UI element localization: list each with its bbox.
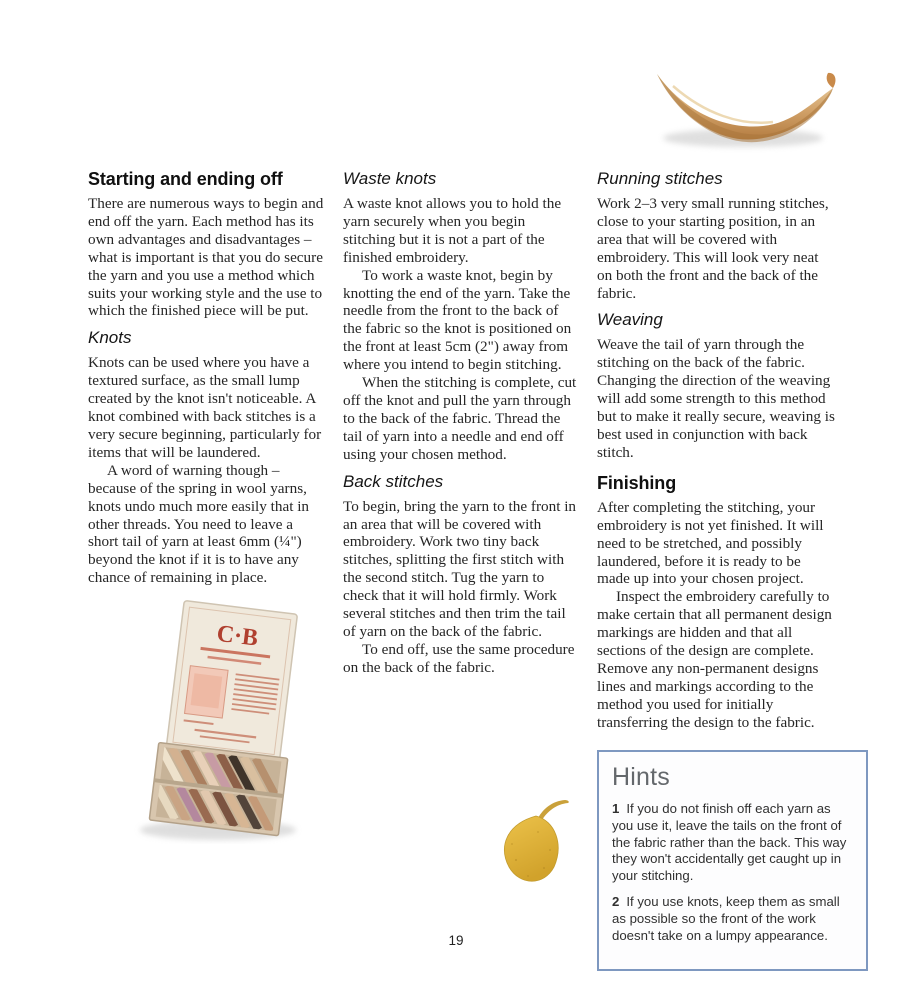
paragraph: To work a waste knot, begin by knotting the end of the yarn. Take the needle from the front to the back of the fabric so the knot is positioned on the front at least 5cm (2") away from where you intend to begin stitching. <box>343 266 572 374</box>
subheading-knots: Knots <box>88 328 132 348</box>
section-heading-finishing: Finishing <box>597 472 677 493</box>
subheading-waste-knots: Waste knots <box>343 169 437 188</box>
hint-number: 1 <box>612 801 620 816</box>
yellow-leaf-photo <box>480 788 585 892</box>
paragraph: Work 2–3 very small running stitches, close to your starting position, in an area that will be covered with embroidery. This will look very neat on both the front and the back of the fabric. <box>597 195 829 302</box>
subheading-running-stitches: Running stitches <box>597 169 723 188</box>
column-left <box>88 168 324 587</box>
paragraph: To begin, bring the yarn to the front in an area that will be covered with embroidery. Work two tiny back stitches, splitting the first stitch with the second stitch. Tug the yarn to check that it will hold firmly. Work several stitches and then trim the tail of yarn on the back of the fabric. <box>343 497 577 640</box>
page-number: 19 <box>448 933 464 948</box>
lid-card-art-inner <box>191 673 223 708</box>
paragraph: After completing the stitching, your embroidery is not yet finished. It will need to be stretched, and possibly laundered, before it is ready to be made up into your chosen project. <box>597 498 824 588</box>
paragraph: To end off, use the same procedure on the back of the fabric. <box>343 640 575 676</box>
paragraph: A waste knot allows you to hold the yarn securely when you begin stitching but it is not a part of the finished embroidery. <box>343 195 562 266</box>
husk-highlight <box>673 86 773 123</box>
thread-box-photo <box>126 600 318 844</box>
leaf-stem <box>538 800 569 820</box>
paragraph: Weave the tail of yarn through the stitching on the back of the fabric. Changing the direction of the weaving will add some strength to this method but to make it really secure, weaving is best used in conjunction with back stitch. <box>597 336 835 461</box>
hint-text: If you use knots, keep them as small as possible so the front of the work doesn't take on a lumpy appearance. <box>612 893 840 943</box>
paragraph: A word of warning though – because of the spring in wool yarns, knots undo much more easily that in other threads. You need to leave a short tail of yarn at least 6mm (¼") beyond the knot if it is to have any chance of remaining in place. <box>88 461 310 587</box>
paragraph: Inspect the embroidery carefully to make certain that all permanent design markings are hidden and that all sections of the design are complete. Remove any non-permanent designs lines and markings according to the method you used for initially transferring the design to the fabric. <box>597 588 832 731</box>
brand-lettering: C·B <box>215 620 260 652</box>
thread-box <box>148 600 305 836</box>
leaf-body <box>504 816 558 881</box>
subheading-back-stitches: Back stitches <box>343 471 444 491</box>
husk-tip <box>827 73 836 88</box>
hints-title: Hints <box>612 763 670 791</box>
paragraph: When the stitching is complete, cut off the knot and pull the yarn through to the back of the fabric. Thread the tail of yarn into a needle and end off using your chosen method. <box>343 374 577 463</box>
dried-husk-photo <box>645 52 845 157</box>
paragraph: There are numerous ways to begin and end off the yarn. Each method has its own advantages and disadvantages – what is important is that you do secure the yarn and you use a method which suits your working style and the use to which the finished piece will be put. <box>88 195 324 320</box>
hint-item <box>612 801 852 885</box>
subheading-weaving: Weaving <box>597 310 663 330</box>
paragraph: Knots can be used where you have a textured surface, as the small lump created by the knot isn't noticeable. A knot combined with back stitches is a very secure beginning, particularly for items that will be laundered. <box>88 354 322 461</box>
section-heading-starting: Starting and ending off <box>88 169 283 189</box>
column-right <box>597 168 837 732</box>
hint-number: 2 <box>612 893 620 909</box>
column-middle <box>343 168 579 677</box>
hint-text: If you do not finish off each yarn as you use it, leave the tails on the front of the fabric rather than the back. This way they won't accidentally get caught up in your stitching. <box>612 801 847 884</box>
